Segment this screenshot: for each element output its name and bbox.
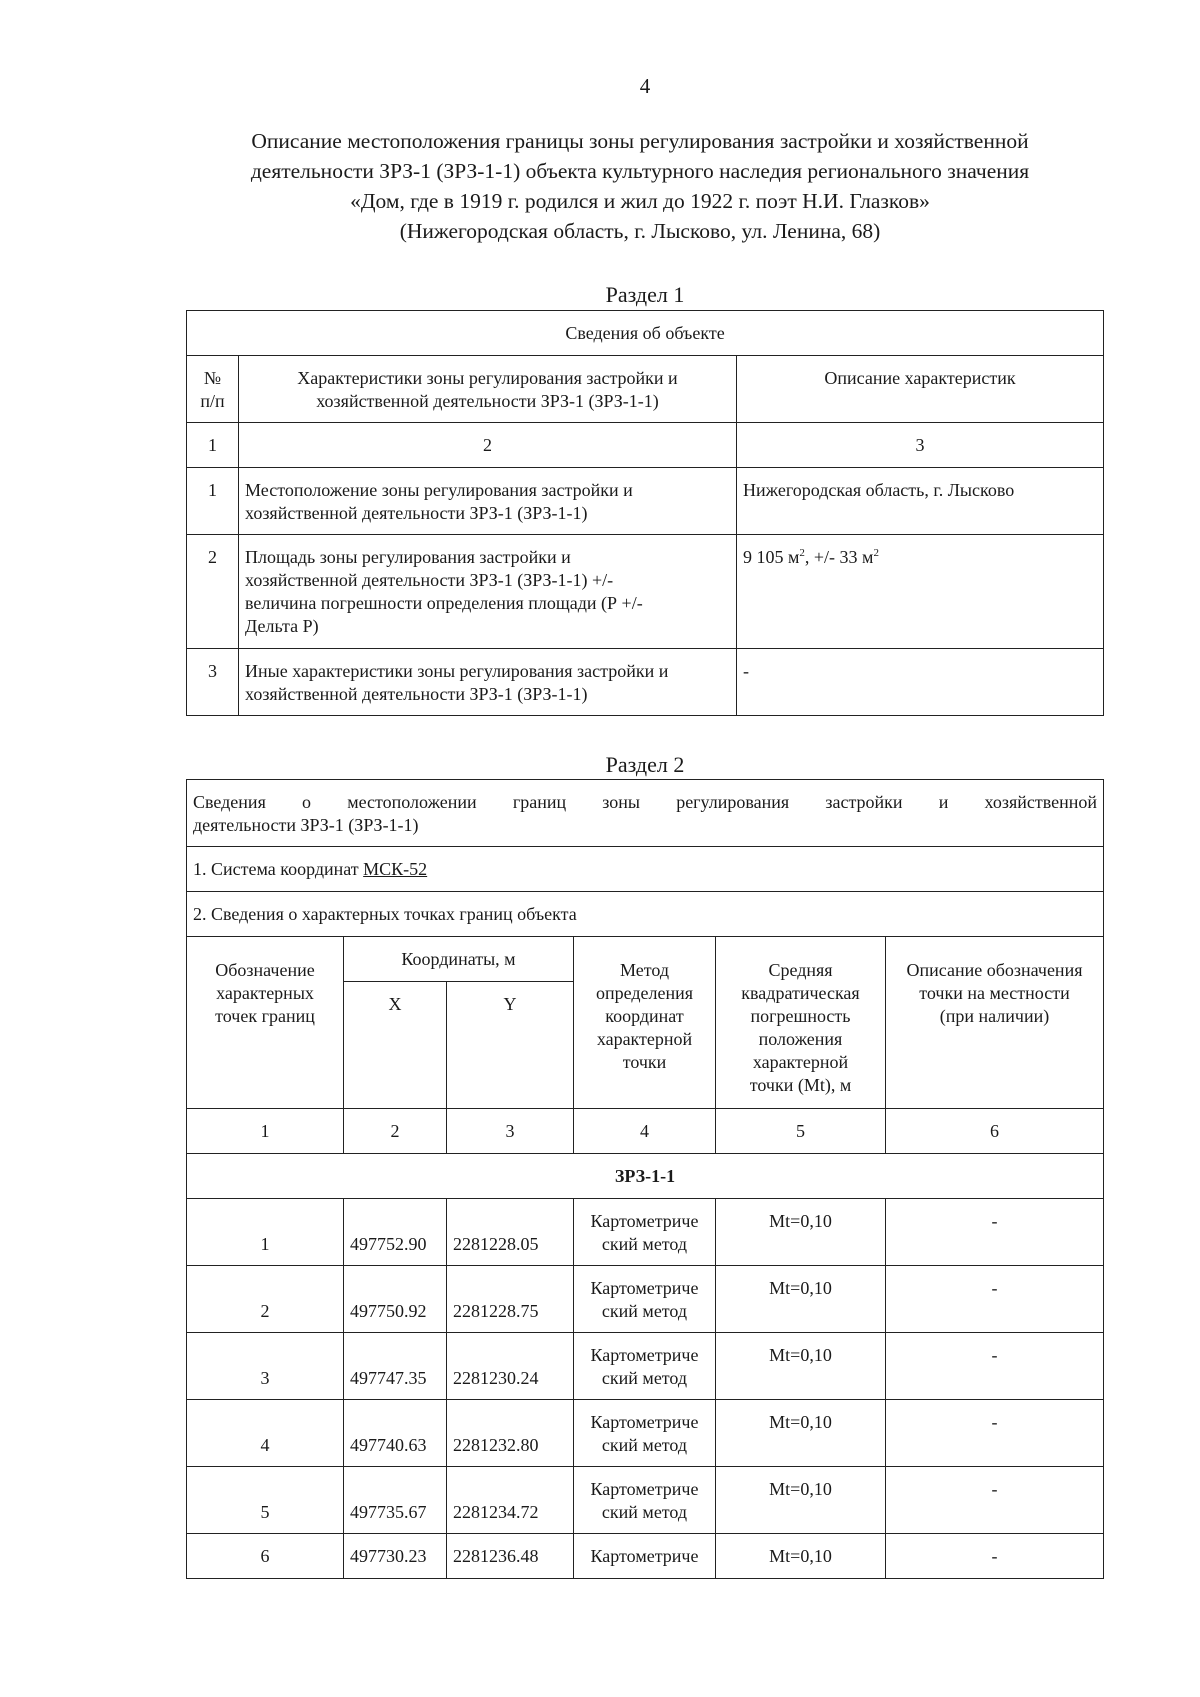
- section2-caption-row: [187, 780, 1104, 847]
- method-line: Картометриче: [590, 1211, 699, 1231]
- row-text-line: хозяйственной деятельности ЗРЗ-1 (ЗРЗ-1-1): [245, 503, 588, 523]
- point-id: 3: [187, 1333, 344, 1400]
- point-id: 5: [187, 1467, 344, 1534]
- header-coordinates: Координаты, м: [344, 937, 574, 982]
- point-method: [574, 1199, 716, 1266]
- point-method: [574, 1400, 716, 1467]
- row-text-line: Иные характеристики зоны регулирования застройки и: [245, 661, 669, 681]
- title-line: Описание местоположения границы зоны регулирования застройки и хозяйственной: [251, 129, 1029, 153]
- point-description: -: [886, 1400, 1104, 1467]
- point-description: -: [886, 1266, 1104, 1333]
- table-row: [187, 1534, 1104, 1579]
- table-row: [187, 535, 1104, 649]
- row-value: [737, 535, 1104, 649]
- section1-caption-row: [187, 311, 1104, 356]
- method-line: Картометриче: [590, 1278, 699, 1298]
- section2-table: [186, 779, 1104, 1579]
- point-x: 497740.63: [344, 1400, 447, 1467]
- table-row: [187, 1467, 1104, 1534]
- row-characteristic: [239, 535, 737, 649]
- col-number: 5: [716, 1109, 886, 1154]
- point-method: [574, 1467, 716, 1534]
- header-line: характерных: [216, 983, 314, 1003]
- point-x: 497730.23: [344, 1534, 447, 1579]
- col-number: 1: [187, 423, 239, 468]
- method-line: ский метод: [601, 1435, 688, 1455]
- header-characteristics: [239, 356, 737, 423]
- header-number-line: п/п: [200, 391, 225, 411]
- point-description: -: [886, 1199, 1104, 1266]
- section2-caption: [187, 780, 1104, 847]
- point-mt: Mt=0,10: [716, 1467, 886, 1534]
- point-mt: Mt=0,10: [716, 1400, 886, 1467]
- point-method: [574, 1266, 716, 1333]
- col-number: 2: [239, 423, 737, 468]
- point-id: 4: [187, 1400, 344, 1467]
- point-method: Картометриче: [574, 1534, 716, 1579]
- point-id: 1: [187, 1199, 344, 1266]
- header-line: точки на местности: [919, 983, 1070, 1003]
- coord-system: [187, 847, 1104, 892]
- header-line: точки: [622, 1052, 667, 1072]
- page-number: 4: [639, 74, 651, 98]
- table-row: [187, 649, 1104, 716]
- area-error-superscript: 2: [873, 547, 879, 559]
- coord-system-value: МСК-52: [363, 858, 428, 879]
- col-number: 2: [344, 1109, 447, 1154]
- header-y: Y: [447, 982, 574, 1109]
- header-point-description: [886, 937, 1104, 1109]
- row-number: 3: [187, 649, 239, 716]
- row-text-line: хозяйственной деятельности ЗРЗ-1 (ЗРЗ-1-1): [245, 684, 588, 704]
- section1-header-row: [187, 356, 1104, 423]
- table-row: [187, 1266, 1104, 1333]
- section1-colnum-row: [187, 423, 1104, 468]
- point-description: -: [886, 1534, 1104, 1579]
- section2-heading: Раздел 2: [605, 752, 685, 777]
- method-line: Картометриче: [590, 1345, 699, 1365]
- coord-system-label: 1. Система координат: [193, 858, 364, 879]
- points-header-row: [187, 937, 1104, 982]
- header-line: погрешность: [750, 1006, 851, 1026]
- col-number: 3: [737, 423, 1104, 468]
- table-row: [187, 1333, 1104, 1400]
- method-line: Картометриче: [590, 1412, 699, 1432]
- header-method: [574, 937, 716, 1109]
- point-y: 2281234.72: [447, 1467, 574, 1534]
- point-mt: Mt=0,10: [716, 1199, 886, 1266]
- point-description: -: [886, 1333, 1104, 1400]
- points-caption: 2. Сведения о характерных точках границ объекта: [187, 892, 1104, 937]
- row-number: 1: [187, 468, 239, 535]
- document-title: [150, 126, 1130, 246]
- point-x: 497735.67: [344, 1467, 447, 1534]
- method-line: Картометриче: [590, 1479, 699, 1499]
- header-line: Метод: [619, 960, 670, 980]
- header-line: Обозначение: [215, 960, 315, 980]
- point-y: 2281228.75: [447, 1266, 574, 1333]
- point-x: 497747.35: [344, 1333, 447, 1400]
- section1-heading: Раздел 1: [605, 282, 685, 307]
- table-row: [187, 1199, 1104, 1266]
- area-value: 9 105 м: [743, 547, 800, 567]
- row-characteristic: [239, 649, 737, 716]
- title-line: (Нижегородская область, г. Лысково, ул. Ленина, 68): [399, 219, 881, 243]
- point-description: -: [886, 1467, 1104, 1534]
- row-value: Нижегородская область, г. Лысково: [737, 468, 1104, 535]
- col-number: 3: [447, 1109, 574, 1154]
- header-char-line: Характеристики зоны регулирования застройки и: [297, 368, 678, 388]
- header-number-line: №: [203, 368, 222, 388]
- points-caption-row: [187, 892, 1104, 937]
- zone-label: ЗРЗ-1-1: [187, 1154, 1104, 1199]
- header-line: положения: [758, 1029, 843, 1049]
- method-line: ский метод: [601, 1301, 688, 1321]
- header-description: Описание характеристик: [737, 356, 1104, 423]
- header-line: (при наличии): [939, 1006, 1050, 1026]
- row-text-line: хозяйственной деятельности ЗРЗ-1 (ЗРЗ-1-1) +/-: [245, 570, 614, 590]
- header-line: определения: [595, 983, 694, 1003]
- section1-table: [186, 310, 1104, 716]
- coord-system-row: [187, 847, 1104, 892]
- area-error-value: , +/- 33 м: [804, 547, 874, 567]
- caption-line: деятельности ЗРЗ-1 (ЗРЗ-1-1): [193, 815, 419, 835]
- header-point-designation: [187, 937, 344, 1109]
- header-line: Описание обозначения: [906, 960, 1083, 980]
- header-line: точки (Mt), м: [749, 1075, 852, 1095]
- header-x: X: [344, 982, 447, 1109]
- row-characteristic: [239, 468, 737, 535]
- area-unit-superscript: 2: [799, 547, 805, 559]
- point-mt: Mt=0,10: [716, 1266, 886, 1333]
- header-char-line: хозяйственной деятельности ЗРЗ-1 (ЗРЗ-1-1): [316, 391, 659, 411]
- title-line: «Дом, где в 1919 г. родился и жил до 1922 г. поэт Н.И. Глазков»: [350, 189, 930, 213]
- col-number: 4: [574, 1109, 716, 1154]
- row-value: -: [737, 649, 1104, 716]
- table-row: [187, 468, 1104, 535]
- method-line: ский метод: [601, 1502, 688, 1522]
- method-line: ский метод: [601, 1234, 688, 1254]
- caption-line: Сведения о местоположении границ зоны регулирования застройки и хозяйственной: [193, 792, 1097, 812]
- table-row: [187, 1400, 1104, 1467]
- method-line: ский метод: [601, 1368, 688, 1388]
- header-line: квадратическая: [741, 983, 860, 1003]
- header-line: точек границ: [215, 1006, 315, 1026]
- row-text-line: Местоположение зоны регулирования застройки и: [245, 480, 633, 500]
- header-line: Средняя: [768, 960, 833, 980]
- point-y: 2281230.24: [447, 1333, 574, 1400]
- header-mean-error: [716, 937, 886, 1109]
- point-x: 497752.90: [344, 1199, 447, 1266]
- header-line: характерной: [596, 1029, 693, 1049]
- header-number: [187, 356, 239, 423]
- point-id: 6: [187, 1534, 344, 1579]
- point-y: 2281232.80: [447, 1400, 574, 1467]
- point-y: 2281228.05: [447, 1199, 574, 1266]
- row-text-line: Площадь зоны регулирования застройки и: [245, 547, 571, 567]
- zone-row: [187, 1154, 1104, 1199]
- point-method: [574, 1333, 716, 1400]
- row-text-line: величина погрешности определения площади (Р +/-: [245, 593, 643, 613]
- col-number: 1: [187, 1109, 344, 1154]
- section1-caption: Сведения об объекте: [187, 311, 1104, 356]
- header-line: координат: [605, 1006, 684, 1026]
- point-mt: Mt=0,10: [716, 1534, 886, 1579]
- point-y: 2281236.48: [447, 1534, 574, 1579]
- point-x: 497750.92: [344, 1266, 447, 1333]
- title-line: деятельности ЗРЗ-1 (ЗРЗ-1-1) объекта культурного наследия регионального значения: [250, 159, 1030, 183]
- row-number: 2: [187, 535, 239, 649]
- section2-colnum-row: [187, 1109, 1104, 1154]
- col-number: 6: [886, 1109, 1104, 1154]
- point-id: 2: [187, 1266, 344, 1333]
- row-text-line: Дельта Р): [245, 616, 319, 636]
- header-line: характерной: [752, 1052, 849, 1072]
- point-mt: Mt=0,10: [716, 1333, 886, 1400]
